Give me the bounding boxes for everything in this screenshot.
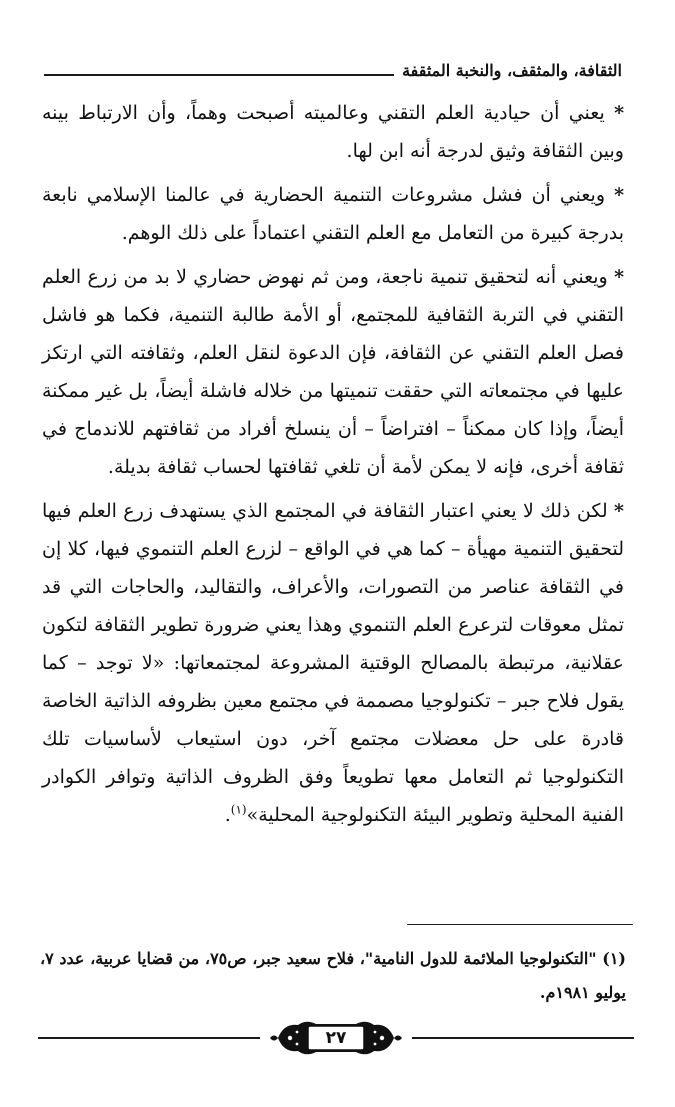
footer-rule-left bbox=[38, 1037, 260, 1039]
bullet-star: * bbox=[614, 266, 624, 288]
page-number: ٢٧ bbox=[325, 1028, 347, 1048]
footnote-entry bbox=[40, 942, 626, 1010]
bullet-star: * bbox=[614, 102, 624, 124]
bullet-star: * bbox=[614, 500, 624, 522]
paragraph-text: ويعني أن فشل مشروعات التنمية الحضارية في عالمنا الإسلامي نابعة بدرجة كبيرة من التعامل مع العلم التقني اعتماداً على ذلك الوهم. bbox=[42, 184, 624, 244]
running-header bbox=[44, 62, 622, 84]
paragraph bbox=[42, 94, 624, 170]
footnote-separator bbox=[407, 924, 633, 925]
footnote-number: (١) bbox=[602, 949, 626, 968]
footnote bbox=[40, 942, 626, 1010]
body-text bbox=[42, 94, 624, 840]
footnote-reference[interactable]: (١) bbox=[230, 802, 247, 817]
footnote-text: "التكنولوجيا الملائمة للدول النامية"، فلاح سعيد جبر، ص٧٥، من قضايا عربية، عدد ٧، يوليو ١٩٨١م. bbox=[40, 949, 626, 1002]
paragraph-text: لكن ذلك لا يعني اعتبار الثقافة في المجتمع الذي يستهدف زرع العلم فيها لتحقيق التنمية مهيأة – كما هي في الواقع – لزرع العلم التنموي فيها، كلا إن في الثقافة عناصر من التصورات، والأعراف، والتقاليد، والحاجات التي قد تمثل معوقات لترعرع العلم التنموي وهذا يعني ضرورة تطوير الثقافة لتكون عقلانية، مرتبطة بالمصالح الوقتية المشروعة لمجتمعاتها: «لا توجد – كما يقول فلاح جبر – تكنولوجيا مصممة في مجتمع معين بظروفه الذاتية الخاصة قادرة على حل معضلات مجتمع آخر، دون استيعاب لأساسيات تلك التكنولوجيا ثم التعامل معها تطويعاً وفق الظروف الذاتية وتوافر الكوادر الفنية المحلية وتطوير البيئة التكنولوجية المحلية» bbox=[42, 500, 624, 826]
paragraph-text: يعني أن حيادية العلم التقني وعالميته أصبحت وهماً، وأن الارتباط بينه وبين الثقافة وثيق لدرجة أنه ابن لها. bbox=[42, 102, 624, 162]
paragraph bbox=[42, 176, 624, 252]
bullet-star: * bbox=[614, 184, 624, 206]
paragraph-text: ويعني أنه لتحقيق تنمية ناجعة، ومن ثم نهوض حضاري لا بد من زرع العلم التقني في التربة الثقافية للمجتمع، أو الأمة طالبة التنمية، فكما هو فاشل فصل العلم التقني عن الثقافة، فإن الدعوة لنقل العلم، وثقافته التي ارتكز عليها في مجتمعاته التي حققت تنميتها من خلاله فاشلة أيضاً، بل غير ممكنة أيضاً، وإذا كان ممكناً – افتراضاً – أن ينسلخ أفراد من ثقافتهم للاندماج في ثقافة أخرى، فإنه لا يمكن لأمة أن تلغي ثقافتها لحساب ثقافة بديلة. bbox=[42, 266, 625, 478]
chapter-title: الثقافة، والمثقف، والنخبة المثقفة bbox=[394, 62, 622, 80]
paragraph-end: . bbox=[224, 804, 231, 826]
paragraph bbox=[42, 258, 624, 486]
paragraph bbox=[42, 492, 624, 834]
footer-rule-right bbox=[412, 1037, 634, 1039]
page-footer bbox=[38, 1018, 634, 1058]
